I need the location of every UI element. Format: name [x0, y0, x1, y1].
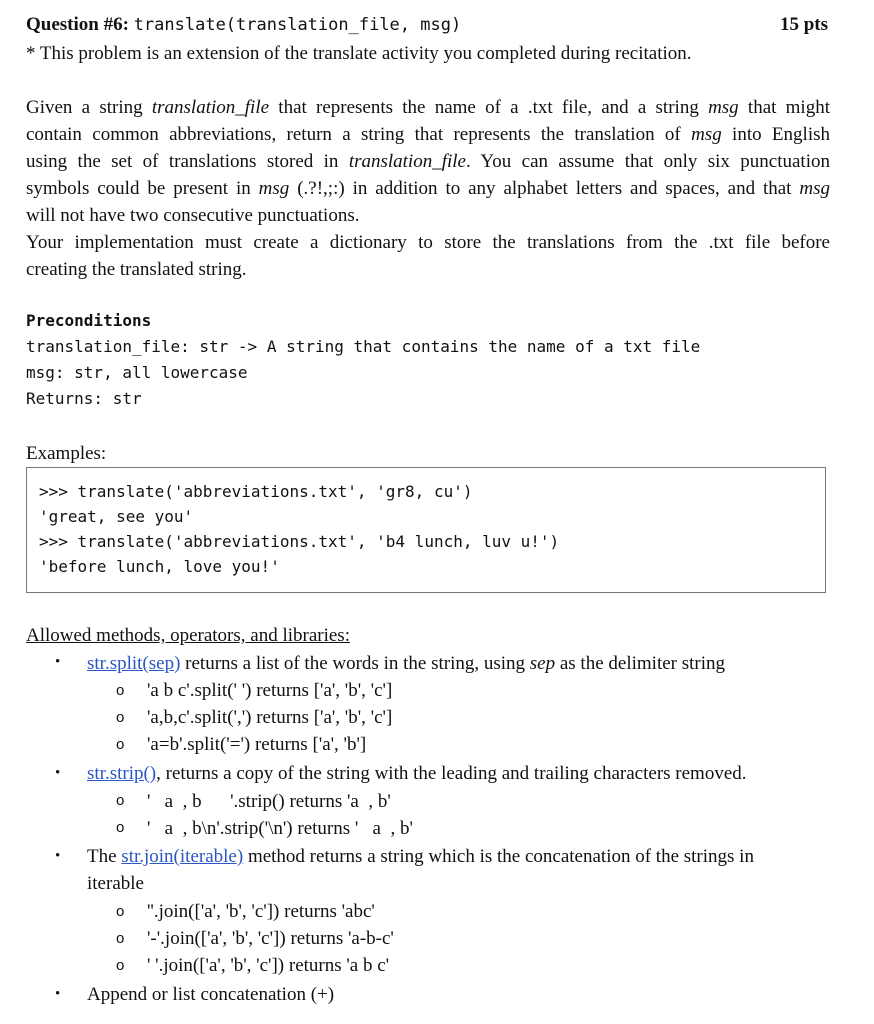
circle-bullet-icon: o: [116, 682, 125, 699]
allowed-title: Allowed methods, operators, and libraries:: [26, 625, 350, 646]
circle-bullet-icon: o: [116, 957, 125, 974]
bullet-icon: •: [55, 765, 61, 781]
split-example: 'a,b,c'.split(',') returns ['a', 'b', 'c']: [147, 707, 393, 728]
split-example: 'a b c'.split(' ') returns ['a', 'b', 'c']: [147, 680, 393, 701]
preconditions-heading: Preconditions: [26, 311, 152, 330]
problem-description: [26, 94, 830, 283]
join-item-cont: iterable: [87, 873, 144, 894]
desc-line-5: will not have two consecutive punctuations.: [26, 205, 360, 226]
points-label: 15 pts: [779, 14, 828, 35]
desc-line-2: contain common abbreviations, return a string that represents the translation of msg into English: [26, 124, 830, 145]
example-line: 'great, see you': [39, 507, 194, 526]
desc-line-6: Your implementation must create a dictionary to store the translations from the .txt file before: [26, 232, 830, 253]
desc-line-7: creating the translated string.: [26, 259, 247, 280]
circle-bullet-icon: o: [116, 930, 125, 947]
examples-box: [26, 467, 826, 593]
examples-label: Examples:: [26, 443, 107, 464]
desc-line-1: Given a string translation_file that represents the name of a .txt file, and a string msg that might: [26, 97, 830, 118]
split-doc-link[interactable]: str.split(sep): [87, 653, 181, 674]
question-header: [26, 11, 828, 39]
precondition-line: Returns: str: [26, 389, 142, 408]
join-doc-link[interactable]: str.join(iterable): [121, 846, 244, 867]
circle-bullet-icon: o: [116, 819, 125, 836]
join-example: ''.join(['a', 'b', 'c']) returns 'abc': [147, 901, 375, 922]
example-line: >>> translate('abbreviations.txt', 'b4 lunch, luv u!'): [39, 532, 560, 551]
circle-bullet-icon: o: [116, 903, 125, 920]
strip-doc-link[interactable]: str.strip(): [87, 763, 157, 784]
circle-bullet-icon: o: [116, 709, 125, 726]
function-signature: translate(translation_file, msg): [133, 15, 462, 35]
desc-line-4: symbols could be present in msg (.?!,;:) in addition to any alphabet letters and spaces, and that msg: [26, 178, 830, 199]
question-label: Question #6:: [26, 14, 129, 35]
example-line: >>> translate('abbreviations.txt', 'gr8, cu'): [39, 482, 473, 501]
bullet-icon: •: [55, 848, 61, 864]
split-example: 'a=b'.split('=') returns ['a', 'b']: [147, 734, 367, 755]
strip-item: str.strip(), returns a copy of the string with the leading and trailing characters removed.: [87, 763, 747, 784]
precondition-line: msg: str, all lowercase: [26, 363, 248, 382]
desc-line-3: using the set of translations stored in translation_file. You can assume that only six punctuation: [26, 151, 830, 172]
split-item: str.split(sep) returns a list of the words in the string, using sep as the delimiter string: [87, 653, 726, 674]
strip-example: ' a , b '.strip() returns 'a , b': [147, 791, 391, 812]
append-item: Append or list concatenation (+): [87, 984, 335, 1005]
circle-bullet-icon: o: [116, 736, 125, 753]
join-example: '-'.join(['a', 'b', 'c']) returns 'a-b-c': [147, 928, 394, 949]
bullet-icon: •: [55, 654, 61, 670]
join-item: The str.join(iterable) method returns a string which is the concatenation of the strings in: [87, 846, 754, 867]
precondition-line: translation_file: str -> A string that contains the name of a txt file: [26, 337, 701, 356]
example-line: 'before lunch, love you!': [39, 557, 280, 576]
circle-bullet-icon: o: [116, 792, 125, 809]
recitation-note: * This problem is an extension of the translate activity you completed during recitation.: [26, 43, 692, 64]
strip-example: ' a , b\n'.strip('\n') returns ' a , b': [147, 818, 413, 839]
bullet-icon: •: [55, 986, 61, 1002]
join-example: ' '.join(['a', 'b', 'c']) returns 'a b c': [147, 955, 390, 976]
